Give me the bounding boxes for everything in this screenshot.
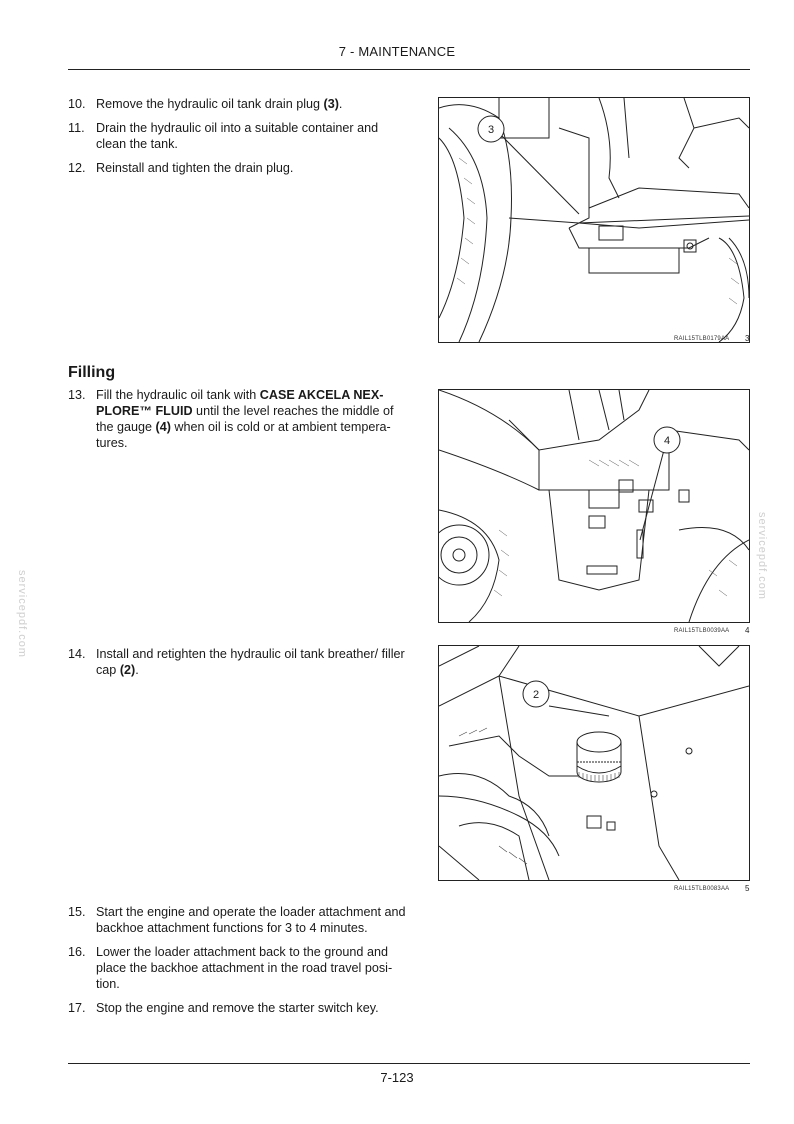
drain-plug-illustration bbox=[439, 98, 749, 342]
steps-filling bbox=[68, 387, 410, 459]
step-13 bbox=[68, 387, 410, 451]
step-17 bbox=[68, 1000, 410, 1016]
step-text-end: . bbox=[135, 663, 139, 677]
header-rule bbox=[68, 69, 750, 70]
step-ref: (3) bbox=[323, 97, 339, 111]
figure-filler-cap bbox=[438, 645, 750, 881]
step-15 bbox=[68, 904, 410, 936]
step-11 bbox=[68, 120, 410, 152]
step-text: Lower the loader attachment back to the ground and place the backhoe attachment in the road travel posi-tion. bbox=[96, 945, 393, 991]
step-text: Install and retighten the hydraulic oil tank breather/ filler cap bbox=[96, 647, 405, 677]
fluid-name: CASE AKCELA NEX-PLORE™ FLUID bbox=[96, 388, 384, 418]
footer-rule bbox=[68, 1063, 750, 1064]
step-text: until the level reaches the middle of the gauge bbox=[96, 404, 394, 434]
steps-run bbox=[68, 904, 410, 1024]
steps-drain bbox=[68, 96, 410, 184]
step-text: Reinstall and tighten the drain plug. bbox=[96, 161, 294, 175]
step-number: 15. bbox=[68, 905, 86, 919]
step-ref: (2) bbox=[119, 663, 136, 677]
callout-label: 3 bbox=[487, 124, 495, 136]
step-14 bbox=[68, 646, 410, 678]
step-text: Start the engine and operate the loader attachment and backhoe attachment functions for 3 to 4 minutes. bbox=[96, 905, 406, 935]
figure-level-gauge bbox=[438, 389, 750, 623]
step-number: 13. bbox=[68, 388, 86, 402]
callout-label: 2 bbox=[532, 689, 540, 701]
figure-drain-plug bbox=[438, 97, 750, 343]
step-text: when oil is cold or at ambient tempera-tures. bbox=[96, 420, 391, 450]
step-10 bbox=[68, 96, 410, 112]
filler-cap-illustration bbox=[439, 646, 749, 880]
level-gauge-illustration bbox=[439, 390, 749, 622]
step-ref: (4) bbox=[155, 420, 171, 434]
step-number: 10. bbox=[68, 97, 86, 111]
step-number: 14. bbox=[68, 647, 86, 661]
figure-caption: RAIL15TLB0039AA bbox=[674, 628, 730, 634]
step-number: 16. bbox=[68, 945, 86, 959]
step-number: 17. bbox=[68, 1001, 86, 1015]
figure-number: 3 bbox=[745, 334, 750, 343]
step-text-end: . bbox=[338, 97, 343, 111]
step-text: Drain the hydraulic oil into a suitable container and clean the tank. bbox=[96, 121, 379, 151]
steps-cap bbox=[68, 646, 410, 686]
step-number: 12. bbox=[68, 161, 86, 175]
step-16 bbox=[68, 944, 410, 992]
callout-label: 4 bbox=[663, 435, 671, 447]
watermark-right: servicepdf.com bbox=[756, 512, 768, 600]
filling-heading: Filling bbox=[68, 364, 116, 381]
step-12 bbox=[68, 160, 410, 176]
step-text: Remove the hydraulic oil tank drain plug bbox=[96, 97, 324, 111]
figure-caption: RAIL15TLB0179AA bbox=[674, 336, 730, 342]
step-number: 11. bbox=[68, 121, 85, 135]
watermark-left: servicepdf.com bbox=[16, 570, 28, 658]
page-number: 7-123 bbox=[380, 1070, 414, 1085]
step-text: Fill the hydraulic oil tank with bbox=[96, 388, 260, 402]
figure-number: 4 bbox=[745, 626, 750, 635]
figure-caption: RAIL15TLB0083AA bbox=[674, 886, 730, 892]
section-header: 7 - MAINTENANCE bbox=[338, 44, 456, 59]
step-text: Stop the engine and remove the starter switch key. bbox=[96, 1001, 379, 1015]
figure-number: 5 bbox=[745, 884, 750, 893]
